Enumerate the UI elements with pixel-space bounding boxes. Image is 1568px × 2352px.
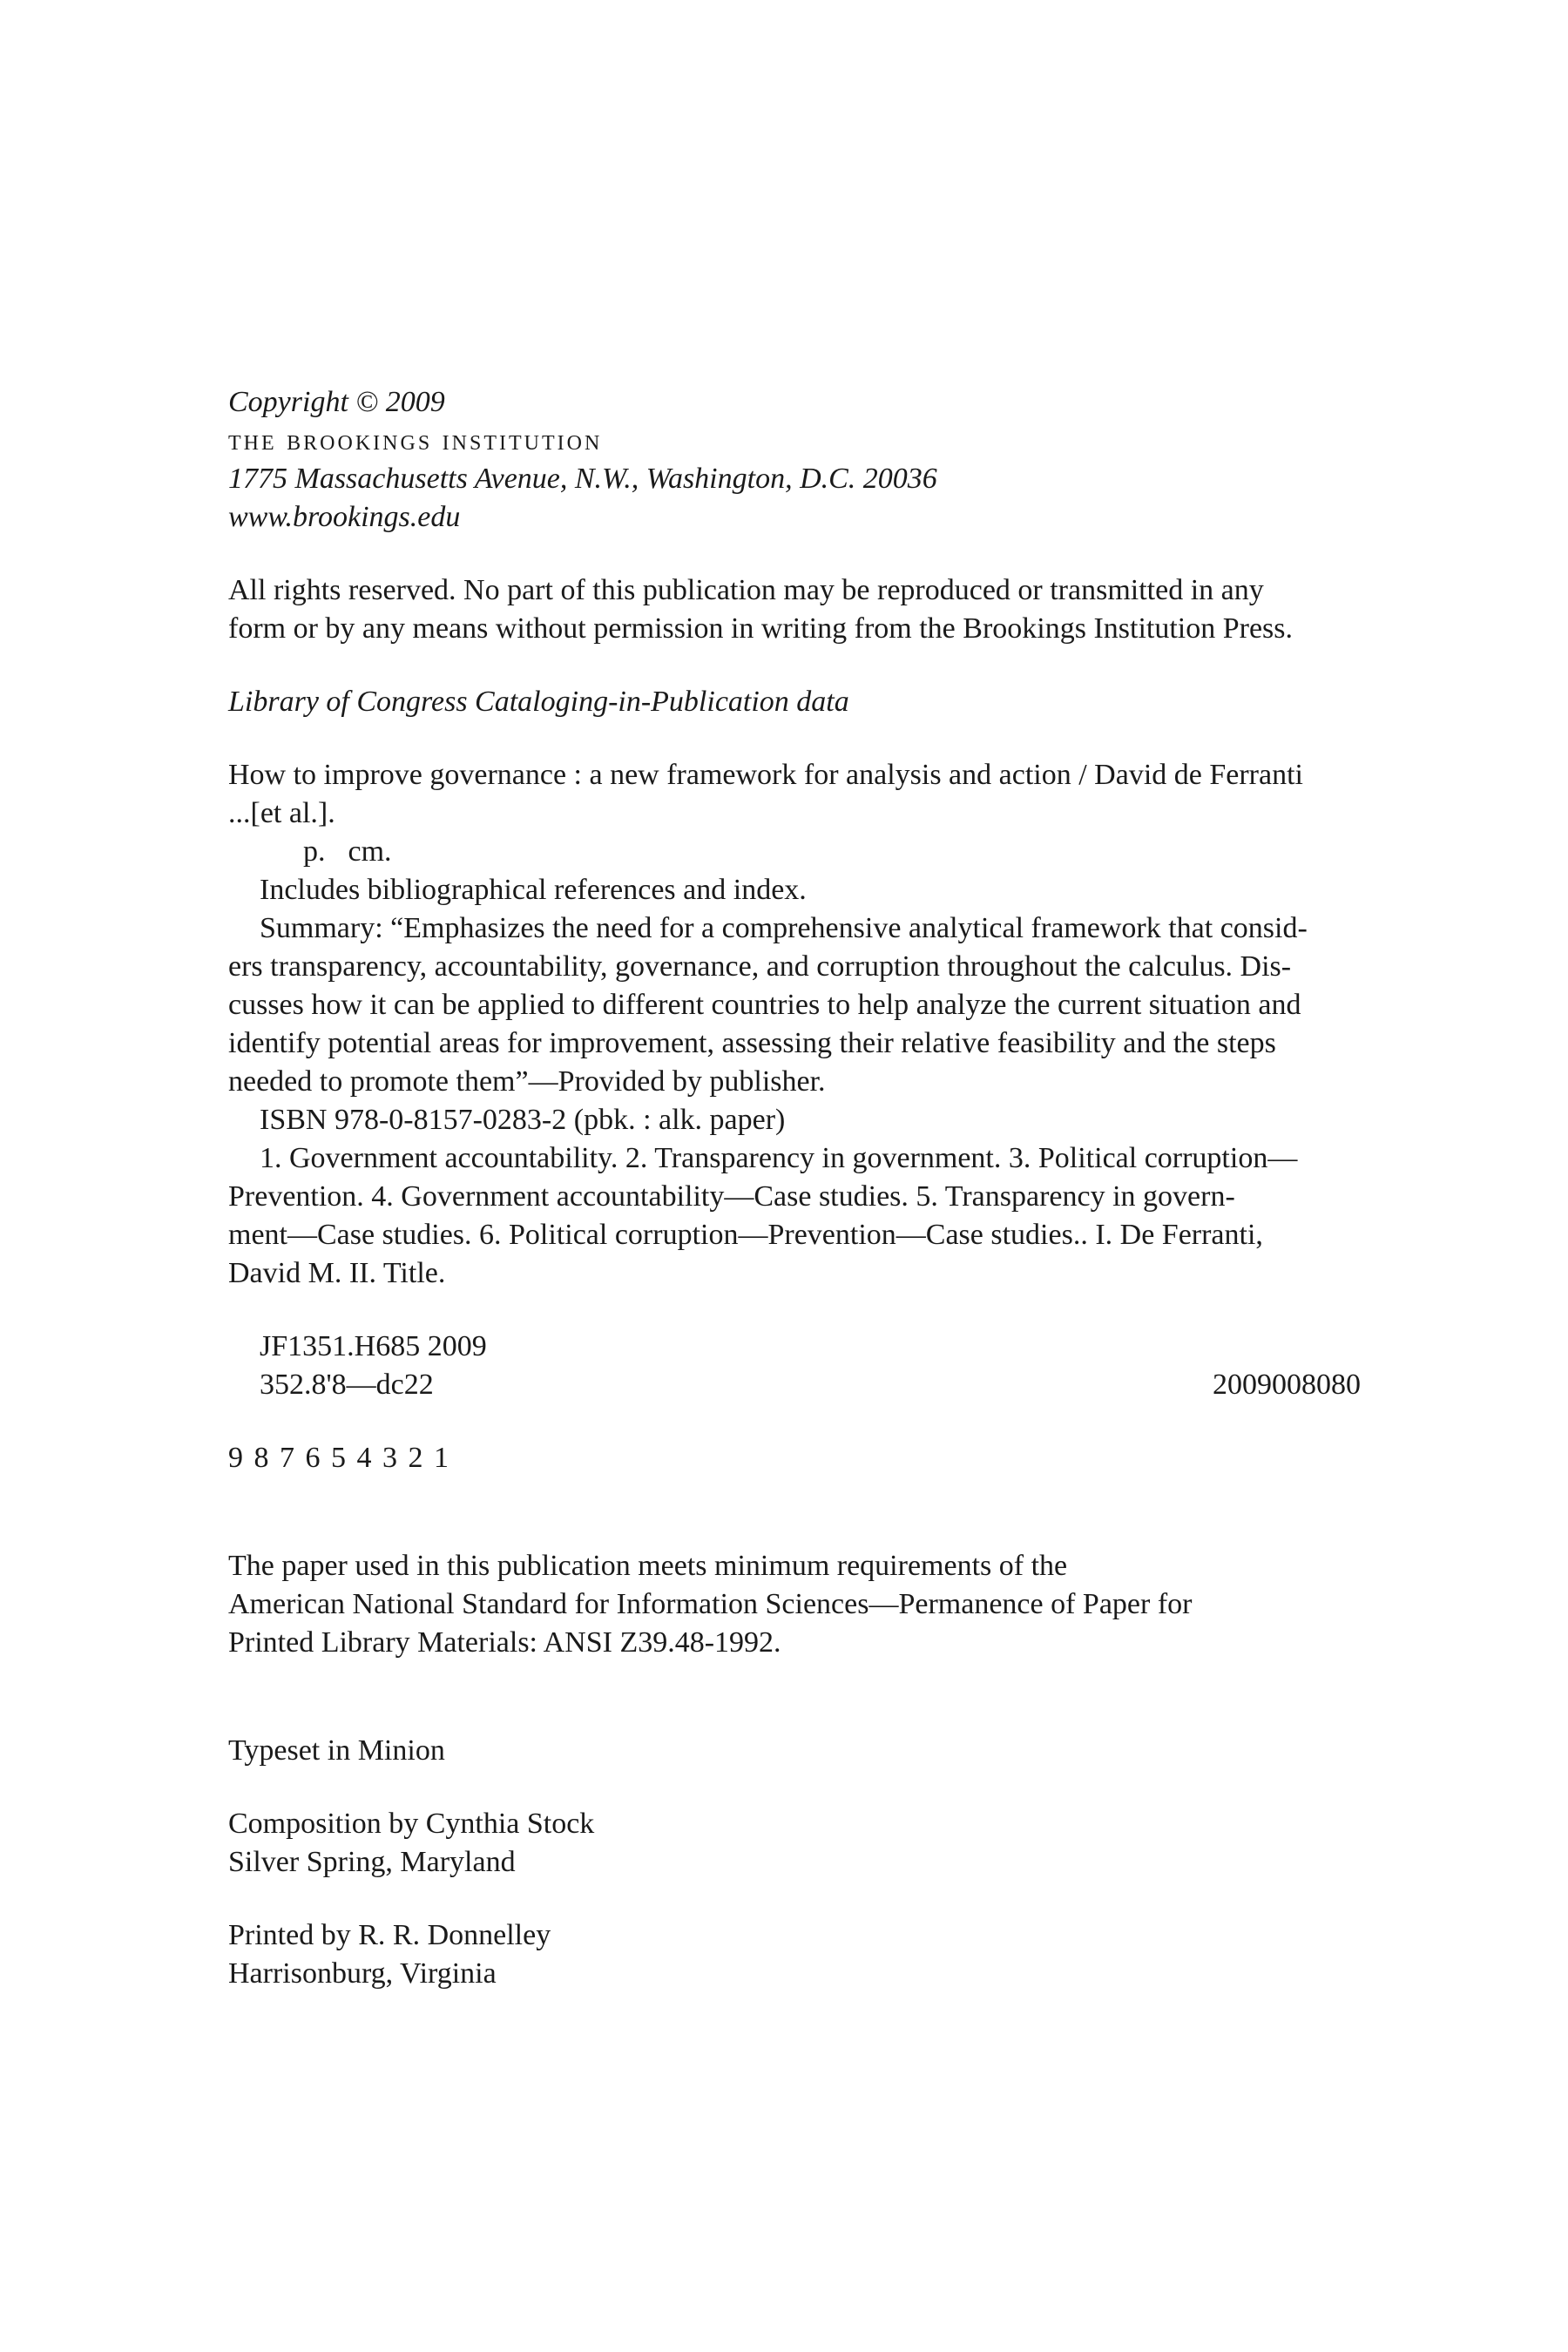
cip-subjects-line-4: David M. II. Title. xyxy=(228,1257,446,1289)
composition-by: Composition by Cynthia Stock xyxy=(228,1808,595,1840)
dewey-row xyxy=(228,1366,1361,1404)
copyright-page xyxy=(228,383,1361,1993)
cip-summary-line-3: cusses how it can be applied to different countries to help analyze the current situation and xyxy=(228,989,1301,1021)
classification-block xyxy=(228,1328,1361,1404)
typeset-line: Typeset in Minion xyxy=(228,1734,445,1767)
cip-title-line-1: How to improve governance : a new framework for analysis and action / David de Ferranti xyxy=(228,759,1303,791)
cip-physical-description xyxy=(228,833,1361,871)
composition-place: Silver Spring, Maryland xyxy=(228,1846,516,1878)
call-number: JF1351.H685 2009 xyxy=(260,1330,487,1362)
cip-cm: cm. xyxy=(348,835,392,868)
paper-line-1: The paper used in this publication meets minimum requirements of the xyxy=(228,1550,1068,1582)
publisher-website: www.brookings.edu xyxy=(228,501,461,533)
paper-line-3: Printed Library Materials: ANSI Z39.48-1992. xyxy=(228,1626,781,1659)
cip-p: p. xyxy=(303,835,326,868)
cip-subjects-line-2: Prevention. 4. Government accountability—Case studies. 5. Transparency in govern- xyxy=(228,1180,1235,1213)
cip-subjects-line-3: ment—Case studies. 6. Political corruption—Prevention—Case studies.. I. De Ferranti, xyxy=(228,1219,1263,1251)
cip-isbn: ISBN 978-0-8157-0283-2 (pbk. : alk. paper) xyxy=(260,1104,786,1136)
printed-by: Printed by R. R. Donnelley xyxy=(228,1919,551,1951)
publisher-address: 1775 Massachusetts Avenue, N.W., Washington, D.C. 20036 xyxy=(228,463,937,495)
rights-block xyxy=(228,571,1361,648)
paper-block xyxy=(228,1547,1361,1662)
rights-line-2: form or by any means without permission in writing from the Brookings Institution Press. xyxy=(228,612,1294,645)
paper-line-2: American National Standard for Information Sciences—Permanence of Paper for xyxy=(228,1588,1193,1620)
cip-summary-line-1: Summary: “Emphasizes the need for a comprehensive analytical framework that consid- xyxy=(260,912,1308,944)
cip-summary-line-5: needed to promote them”—Provided by publisher. xyxy=(228,1065,826,1098)
cip-heading: Library of Congress Cataloging-in-Publication data xyxy=(228,686,849,718)
cip-includes: Includes bibliographical references and index. xyxy=(260,874,807,906)
cip-title-line-2: ...[et al.]. xyxy=(228,797,335,829)
cip-subjects-line-1: 1. Government accountability. 2. Transparency in government. 3. Political corruption— xyxy=(260,1142,1298,1174)
lccn: 2009008080 xyxy=(1213,1369,1361,1401)
cip-summary-line-4: identify potential areas for improvement, assessing their relative feasibility and the steps xyxy=(228,1027,1276,1059)
publisher-name: the brookings institution xyxy=(228,424,603,456)
dewey-number: 352.8'8—dc22 xyxy=(260,1369,434,1401)
copyright-line: Copyright © 2009 xyxy=(228,386,445,418)
cip-summary-line-2: ers transparency, accountability, governance, and corruption throughout the calculus. Dis- xyxy=(228,950,1292,983)
copyright-block xyxy=(228,383,1361,537)
composition-block xyxy=(228,1805,1361,1882)
rights-line-1: All rights reserved. No part of this publication may be reproduced or transmitted in any xyxy=(228,574,1264,606)
cip-record xyxy=(228,756,1361,1293)
printed-place: Harrisonburg, Virginia xyxy=(228,1957,497,1990)
printed-block xyxy=(228,1916,1361,1993)
printing-line: 9 8 7 6 5 4 3 2 1 xyxy=(228,1442,450,1474)
